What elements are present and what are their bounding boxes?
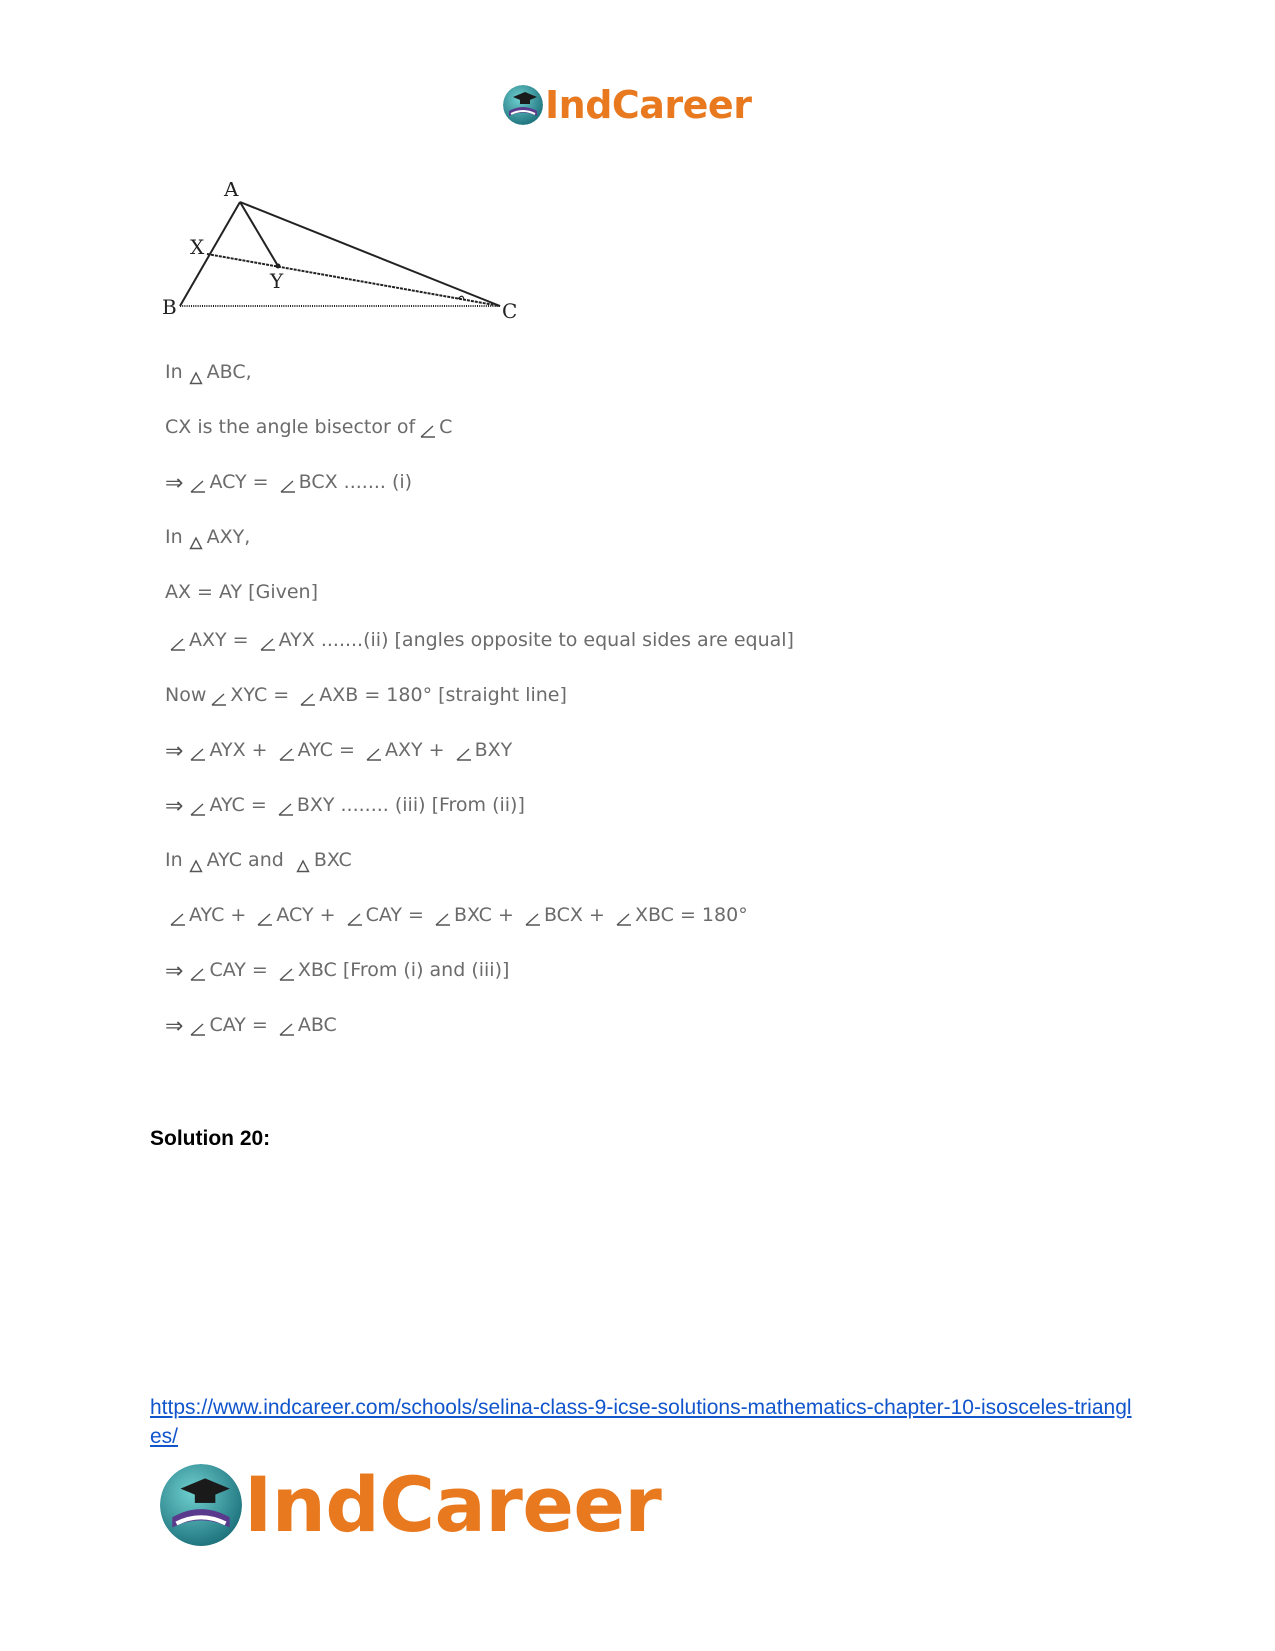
header-logo bbox=[503, 80, 751, 130]
angle-symbol-icon bbox=[278, 744, 296, 760]
line-text: AXY, bbox=[206, 526, 251, 548]
line-text: CX is the angle bisector of bbox=[165, 416, 416, 438]
brand-name: IndCareer bbox=[244, 1460, 662, 1549]
implies-arrow: ⇒ bbox=[165, 739, 184, 764]
line-text: BXY ........ (iii) [From (ii)] bbox=[296, 794, 525, 816]
proof-line bbox=[165, 360, 252, 384]
line-text: AX = AY [Given] bbox=[165, 581, 318, 603]
line-text: CAY = bbox=[209, 959, 268, 981]
angle-symbol-icon bbox=[279, 476, 297, 492]
line-text: AXB = 180° [straight line] bbox=[319, 684, 567, 706]
line-text: XBC = 180° bbox=[634, 904, 748, 926]
implies-arrow: ⇒ bbox=[165, 1014, 184, 1039]
vertex-y-label: Y bbox=[270, 269, 284, 293]
line-text: BCX + bbox=[543, 904, 605, 926]
line-text: ABC bbox=[297, 1014, 337, 1036]
implies-arrow: ⇒ bbox=[165, 959, 184, 984]
angle-symbol-icon bbox=[524, 909, 542, 925]
angle-symbol-icon bbox=[189, 1019, 207, 1035]
angle-symbol-icon bbox=[169, 634, 187, 650]
triangle-symbol-icon bbox=[296, 855, 310, 869]
vertex-b-label: B bbox=[162, 295, 177, 319]
solution-heading: Solution 20: bbox=[150, 1127, 271, 1150]
proof-line bbox=[165, 580, 318, 604]
graduation-globe-icon bbox=[160, 1464, 242, 1546]
line-text: ACY + bbox=[276, 904, 336, 926]
angle-symbol-icon bbox=[210, 689, 228, 705]
line-text: XBC [From (i) and (iii)] bbox=[297, 959, 510, 981]
implies-arrow: ⇒ bbox=[165, 794, 184, 819]
triangle-symbol-icon bbox=[189, 532, 203, 546]
line-text: BXY bbox=[474, 739, 513, 761]
line-text: Now bbox=[165, 684, 207, 706]
triangle-symbol-icon bbox=[189, 855, 203, 869]
line-text: AYC + bbox=[189, 904, 247, 926]
proof-line bbox=[165, 958, 509, 984]
vertex-c-label: C bbox=[502, 299, 518, 323]
line-text: BXC + bbox=[454, 904, 514, 926]
angle-symbol-icon bbox=[256, 909, 274, 925]
source-link[interactable]: https://www.indcareer.com/schools/selina-class-9-icse-solutions-mathematics-chapter-10-isosceles-triangles/ bbox=[150, 1396, 1132, 1448]
angle-symbol-icon bbox=[278, 964, 296, 980]
angle-symbol-icon bbox=[455, 744, 473, 760]
line-text: ABC, bbox=[206, 361, 252, 383]
proof-line bbox=[165, 525, 250, 549]
angle-symbol-icon bbox=[189, 964, 207, 980]
angle-symbol-icon bbox=[299, 689, 317, 705]
line-text: C bbox=[439, 416, 453, 438]
proof-line bbox=[165, 1013, 337, 1039]
triangle-figure bbox=[160, 182, 560, 342]
proof-line bbox=[165, 683, 567, 707]
footer-logo bbox=[160, 1460, 661, 1550]
proof-line bbox=[165, 903, 748, 927]
angle-symbol-icon bbox=[189, 476, 207, 492]
line-text: AYC and bbox=[206, 849, 284, 871]
line-text: AYC = bbox=[209, 794, 267, 816]
graduation-globe-icon bbox=[503, 85, 543, 125]
line-text: AYX .......(ii) [angles opposite to equal sides are equal] bbox=[278, 629, 794, 651]
line-text: CAY = bbox=[209, 1014, 268, 1036]
vertex-a-label: A bbox=[224, 182, 239, 201]
angle-symbol-icon bbox=[346, 909, 364, 925]
line-text: CAY = bbox=[365, 904, 424, 926]
brand-name: IndCareer bbox=[545, 83, 752, 127]
line-text: AYX + bbox=[209, 739, 268, 761]
line-text: AXY + bbox=[384, 739, 445, 761]
line-text: AXY = bbox=[189, 629, 249, 651]
line-text: In bbox=[165, 526, 183, 548]
angle-symbol-icon bbox=[615, 909, 633, 925]
proof-line bbox=[165, 848, 352, 872]
angle-symbol-icon bbox=[277, 799, 295, 815]
angle-symbol-icon bbox=[189, 799, 207, 815]
line-text: ACY = bbox=[209, 471, 269, 493]
line-text: XYC = bbox=[230, 684, 290, 706]
proof-line bbox=[165, 470, 412, 496]
proof-line bbox=[165, 793, 525, 819]
line-text: In bbox=[165, 849, 183, 871]
proof-line bbox=[165, 415, 452, 439]
line-text: AYC = bbox=[297, 739, 355, 761]
proof-line bbox=[165, 628, 794, 652]
line-text: BCX ....... (i) bbox=[298, 471, 413, 493]
proof-line bbox=[165, 738, 512, 764]
angle-symbol-icon bbox=[189, 744, 207, 760]
line-text: In bbox=[165, 361, 183, 383]
angle-symbol-icon bbox=[169, 909, 187, 925]
angle-symbol-icon bbox=[365, 744, 383, 760]
angle-symbol-icon bbox=[419, 421, 437, 437]
vertex-x-label: X bbox=[190, 235, 205, 259]
angle-symbol-icon bbox=[259, 634, 277, 650]
implies-arrow: ⇒ bbox=[165, 471, 184, 496]
line-text: BXC bbox=[313, 849, 352, 871]
triangle-symbol-icon bbox=[189, 367, 203, 381]
angle-symbol-icon bbox=[278, 1019, 296, 1035]
angle-symbol-icon bbox=[434, 909, 452, 925]
